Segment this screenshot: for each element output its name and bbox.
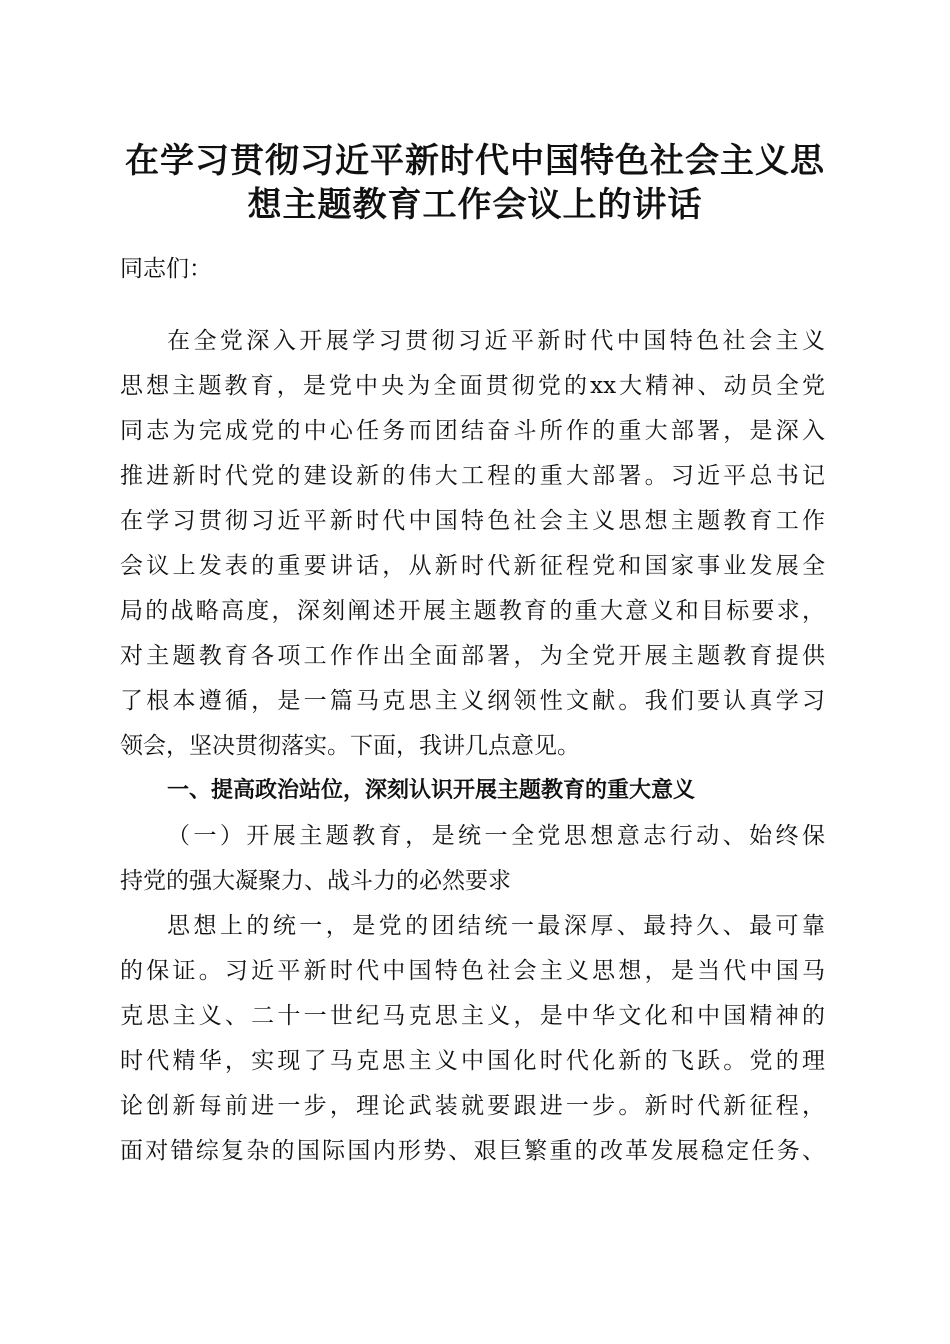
- intro-line-5: 在学习贯彻习近平新时代中国特色社会主义思想主题教育工作: [120, 508, 825, 534]
- subsection-1-line-1: （一）开展主题教育，是统一全党思想意志行动、始终保: [167, 823, 825, 849]
- body-line-1: 思想上的统一，是党的团结统一最深厚、最持久、最可靠: [167, 913, 825, 939]
- intro-line-10: 领会，坚决贯彻落实。下面，我讲几点意见。: [120, 733, 580, 759]
- intro-line-4: 推进新时代党的建设新的伟大工程的重大部署。习近平总书记: [120, 463, 825, 489]
- section-1-heading: 一、提高政治站位，深刻认识开展主题教育的重大意义: [167, 778, 696, 803]
- body-line-2: 的保证。习近平新时代中国特色社会主义思想，是当代中国马: [120, 958, 825, 984]
- body-line-6: 面对错综复杂的国际国内形势、艰巨繁重的改革发展稳定任务、: [120, 1138, 825, 1164]
- salutation: 同志们：: [120, 256, 212, 282]
- intro-line-7: 局的战略高度，深刻阐述开展主题教育的重大意义和目标要求，: [120, 598, 825, 624]
- intro-line-1: 在全党深入开展学习贯彻习近平新时代中国特色社会主义: [167, 328, 825, 354]
- intro-line-6: 会议上发表的重要讲话，从新时代新征程党和国家事业发展全: [120, 553, 825, 579]
- intro-line-2: 思想主题教育，是党中央为全面贯彻党的xx大精神、动员全党: [120, 373, 825, 399]
- body-line-3: 克思主义、二十一世纪马克思主义，是中华文化和中国精神的: [120, 1003, 825, 1029]
- body-line-5: 论创新每前进一步，理论武装就要跟进一步。新时代新征程，: [120, 1093, 825, 1119]
- document-title-line-2: 想主题教育工作会议上的讲话: [247, 185, 703, 225]
- intro-line-3: 同志为完成党的中心任务而团结奋斗所作的重大部署，是深入: [120, 418, 825, 444]
- intro-line-8: 对主题教育各项工作作出全面部署，为全党开展主题教育提供: [120, 643, 825, 669]
- document-title-line-1: 在学习贯彻习近平新时代中国特色社会主义思: [125, 141, 825, 181]
- subsection-1-line-2: 持党的强大凝聚力、战斗力的必然要求: [120, 868, 511, 894]
- intro-line-9: 了根本遵循，是一篇马克思主义纲领性文献。我们要认真学习: [120, 688, 825, 714]
- body-line-4: 时代精华，实现了马克思主义中国化时代化新的飞跃。党的理: [120, 1048, 825, 1074]
